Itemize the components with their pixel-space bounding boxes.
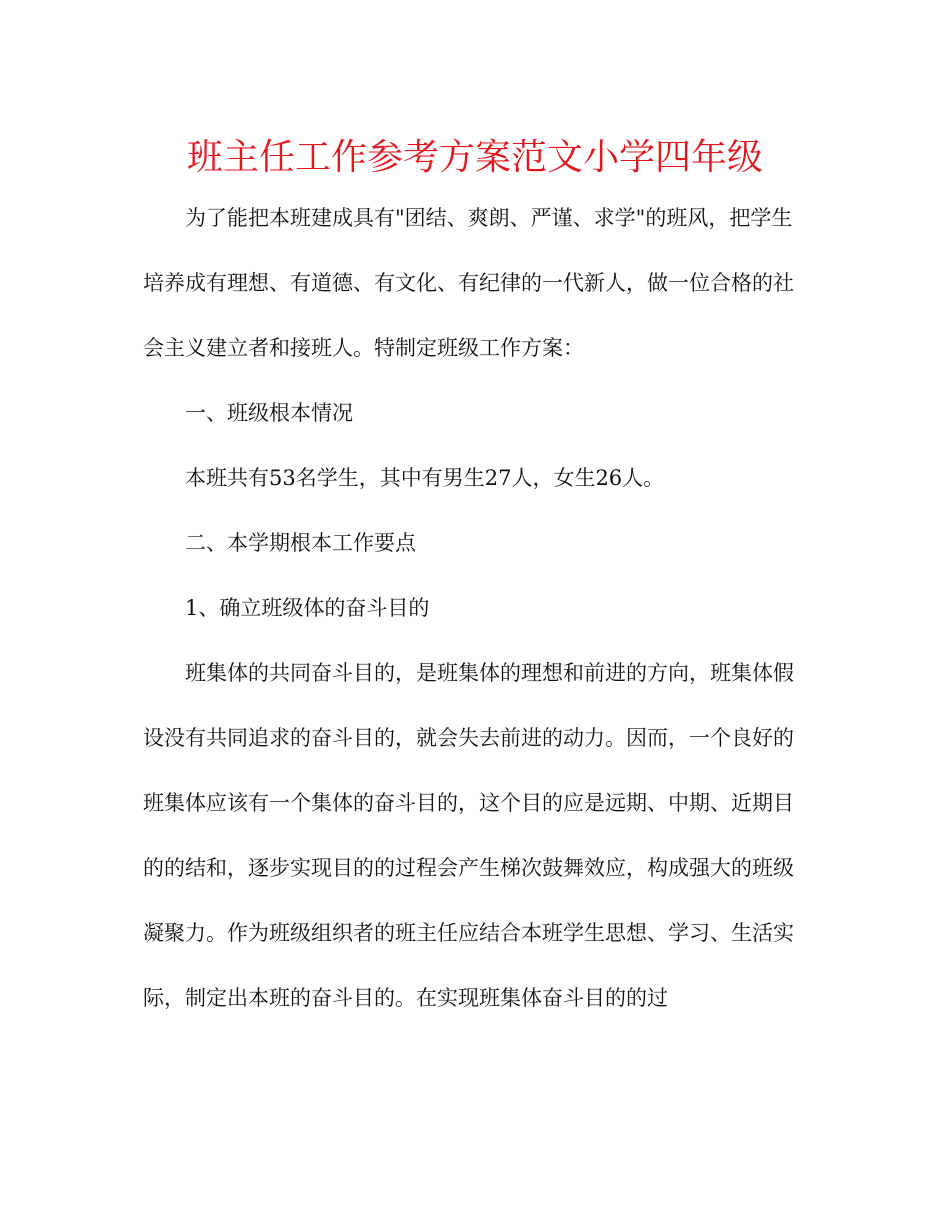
- item-heading-goals: 1、确立班级体的奋斗目的: [185, 596, 430, 620]
- document-body: [143, 186, 813, 1031]
- document-title: 班主任工作参考方案范文小学四年级: [186, 137, 763, 178]
- section-heading-basic-info: 一、班级根本情况: [185, 401, 353, 425]
- intro-paragraph: 为了能把本班建成具有"团结、爽朗、严谨、求学"的班风，把学生培养成有理想、有道德、有文化、有纪律的一代新人，做一位合格的社会主义建立者和接班人。特制定班级工作方案：: [143, 206, 794, 360]
- class-info-paragraph: 本班共有53名学生，其中有男生27人，女生26人。: [185, 466, 665, 490]
- goals-paragraph: 班集体的共同奋斗目的，是班集体的理想和前进的方向，班集体假设没有共同追求的奋斗目的，就会失去前进的动力。因而，一个良好的班集体应该有一个集体的奋斗目的，这个目的应是远期、中期、近期目的的结和，逐步实现目的的过程会产生梯次鼓舞效应，构成强大的班级凝聚力。作为班级组织者的班主任应结合本班学生思想、学习、生活实际，制定出本班的奋斗目的。在实现班集体奋斗目的的过: [143, 661, 794, 1010]
- section-heading-work-points: 二、本学期根本工作要点: [185, 531, 416, 555]
